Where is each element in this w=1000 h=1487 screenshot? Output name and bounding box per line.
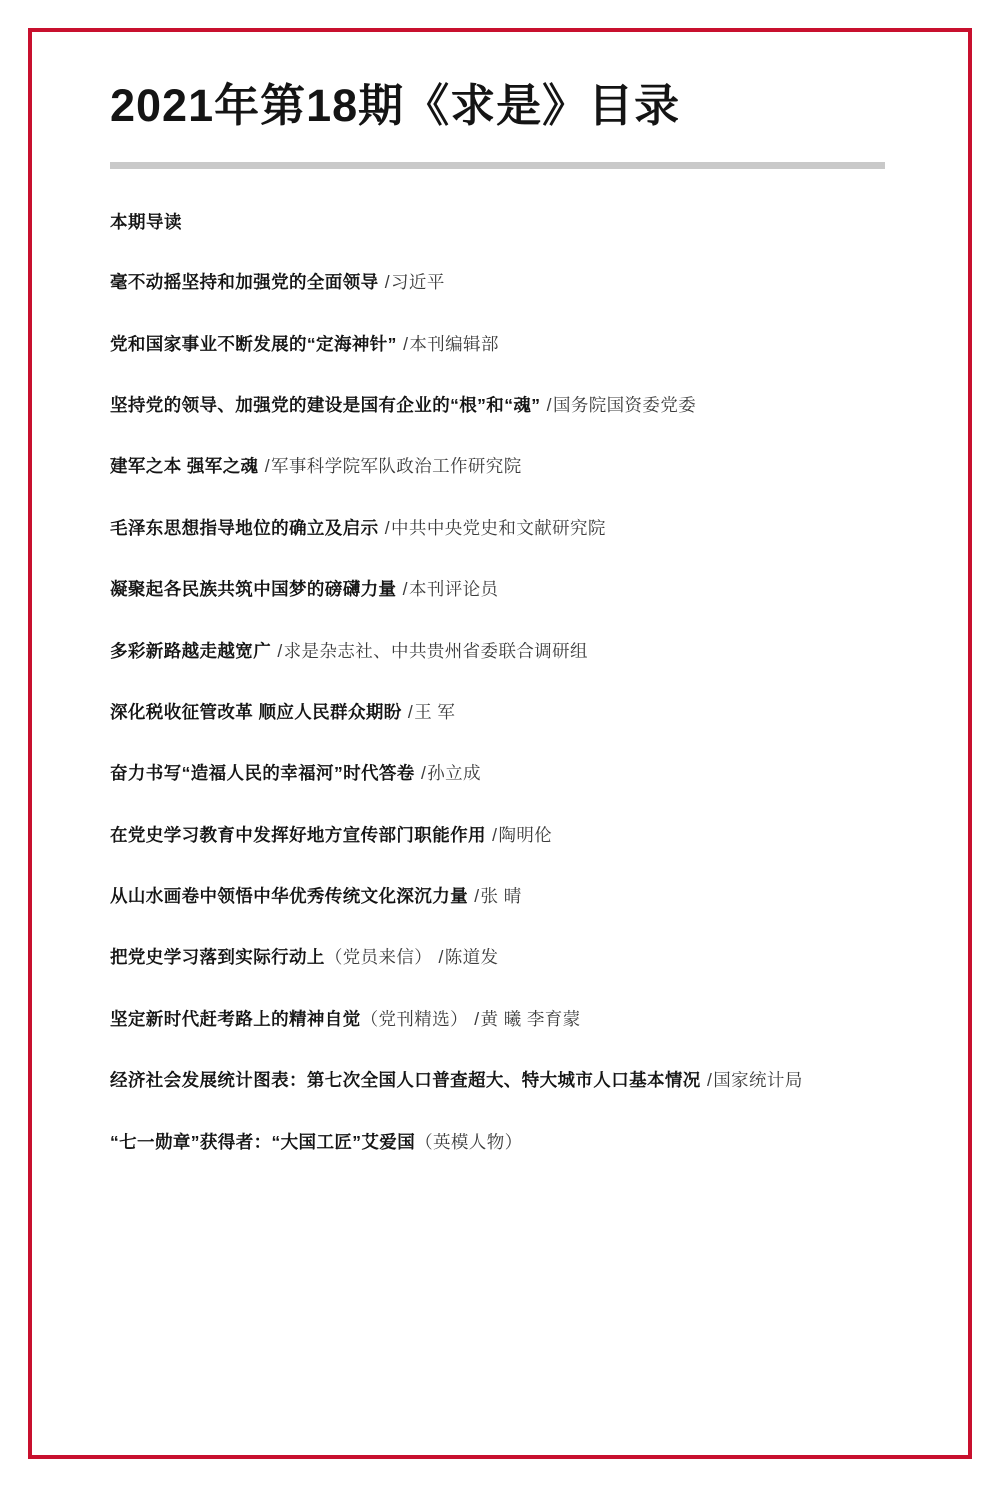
toc-entry-author: 孙立成 xyxy=(427,763,481,784)
toc-entry-author: 陶明伦 xyxy=(498,824,553,845)
toc-entry-separator: / xyxy=(397,579,408,600)
title-divider xyxy=(110,162,885,169)
toc-entry-separator: / xyxy=(272,640,283,661)
toc-entry[interactable] xyxy=(110,1007,910,1032)
toc-entry-separator: / xyxy=(402,701,414,722)
toc-entry-separator: / xyxy=(469,1008,480,1029)
toc-entry[interactable] xyxy=(110,1130,910,1155)
table-of-contents xyxy=(110,209,910,1155)
toc-entry-title: 奋力书写“造福人民的幸福河”时代答卷 xyxy=(110,763,415,784)
toc-entry-note: （党员来信） xyxy=(324,947,433,968)
toc-entry-title: 党和国家事业不断发展的“定海神针” xyxy=(110,333,397,354)
toc-entry-separator: / xyxy=(379,272,391,293)
toc-entry-separator: / xyxy=(259,456,270,477)
toc-entry[interactable] xyxy=(110,884,910,909)
toc-entry-note: （党刊精选） xyxy=(360,1008,469,1029)
toc-entry-title: 毫不动摇坚持和加强党的全面领导 xyxy=(110,272,379,293)
toc-entry-separator: / xyxy=(397,333,409,354)
toc-entry-author: 张 晴 xyxy=(480,886,522,906)
toc-entry-author: 中共中央党史和文献研究院 xyxy=(391,517,606,538)
toc-entry-title: 从山水画卷中领悟中华优秀传统文化深沉力量 xyxy=(110,886,468,906)
toc-entry-author: 本刊评论员 xyxy=(408,579,499,600)
toc-entry[interactable] xyxy=(110,516,910,541)
toc-entry-separator: / xyxy=(541,395,552,415)
toc-entry[interactable] xyxy=(110,332,910,357)
toc-entry-author: 黄 曦 李育蒙 xyxy=(480,1008,581,1029)
toc-entry-title: 坚定新时代赶考路上的精神自觉 xyxy=(110,1008,361,1029)
toc-entry[interactable] xyxy=(110,823,910,848)
toc-entry-title: 建军之本 强军之魂 xyxy=(110,456,259,477)
toc-entry[interactable] xyxy=(110,393,910,418)
toc-entry-title: “七一勋章”获得者：“大国工匠”艾爱国 xyxy=(110,1131,416,1152)
toc-entry[interactable] xyxy=(110,639,910,664)
toc-entry-separator: / xyxy=(415,763,427,784)
toc-entry[interactable] xyxy=(110,577,910,602)
toc-list xyxy=(110,270,910,1155)
toc-entry-separator: / xyxy=(469,886,480,906)
toc-entry-author: 陈道发 xyxy=(444,947,499,968)
toc-entry-title: 深化税收征管改革 顺应人民群众期盼 xyxy=(110,701,402,722)
toc-entry-title: 毛泽东思想指导地位的确立及启示 xyxy=(110,517,379,538)
toc-entry[interactable] xyxy=(110,761,910,786)
page-content xyxy=(110,78,910,1191)
toc-entry-title: 多彩新路越走越宽广 xyxy=(110,640,272,661)
toc-entry-separator: / xyxy=(379,517,391,538)
toc-entry-separator: / xyxy=(486,824,498,845)
toc-entry[interactable] xyxy=(110,1068,910,1093)
toc-section-label: 本期导读 xyxy=(110,212,182,233)
toc-entry-author: 习近平 xyxy=(391,272,445,293)
toc-entry-note: （英模人物） xyxy=(415,1131,523,1152)
toc-entry-separator: / xyxy=(701,1070,713,1091)
page-title: 2021年第18期《求是》目录 xyxy=(110,80,681,131)
toc-entry-separator: / xyxy=(433,947,444,968)
toc-entry-author: 求是杂志社、中共贵州省委联合调研组 xyxy=(283,640,588,661)
toc-entry-author: 军事科学院军队政治工作研究院 xyxy=(271,456,522,477)
toc-entry[interactable] xyxy=(110,700,910,725)
toc-entry-title: 在党史学习教育中发挥好地方宣传部门职能作用 xyxy=(110,824,486,845)
toc-entry-author: 国务院国资委党委 xyxy=(552,395,697,415)
toc-entry-title: 把党史学习落到实际行动上 xyxy=(110,947,325,968)
toc-entry-title: 经济社会发展统计图表：第七次全国人口普查超大、特大城市人口基本情况 xyxy=(110,1070,701,1091)
toc-entry-author: 本刊编辑部 xyxy=(409,333,499,354)
toc-entry-author: 国家统计局 xyxy=(713,1070,803,1091)
toc-entry-title: 坚持党的领导、加强党的建设是国有企业的“根”和“魂” xyxy=(110,395,541,415)
toc-entry[interactable] xyxy=(110,945,910,970)
toc-entry[interactable] xyxy=(110,270,910,295)
toc-entry-author: 王 军 xyxy=(414,701,456,722)
toc-entry[interactable] xyxy=(110,454,910,479)
toc-entry-title: 凝聚起各民族共筑中国梦的磅礴力量 xyxy=(110,579,397,600)
